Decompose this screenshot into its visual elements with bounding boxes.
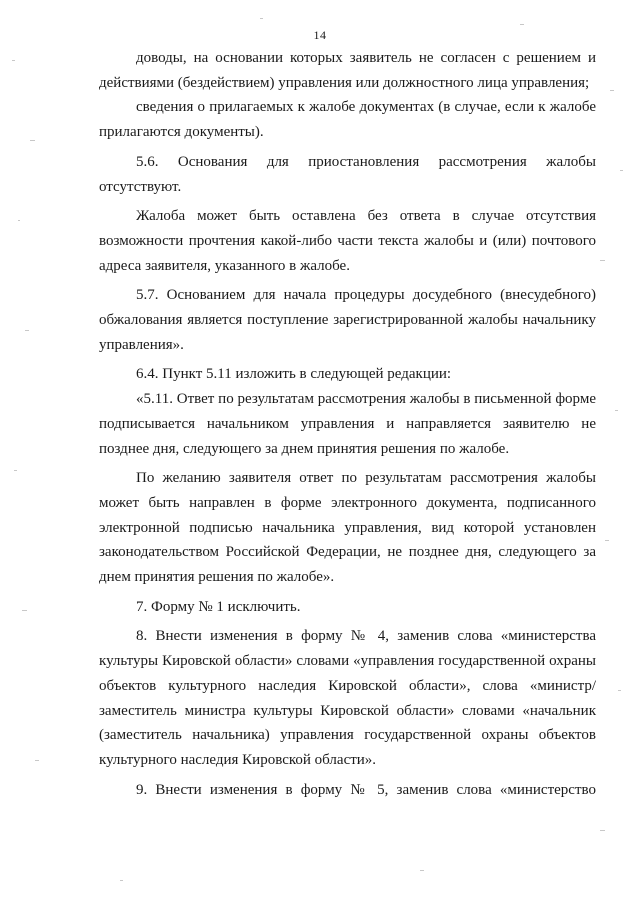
paragraph-7: 7. Форму № 1 исключить. [136,598,301,615]
document-body [99,46,596,802]
paragraph-grounds-of-disagreement: доводы, на основании которых заявитель не согласен с решением и действиями (бездействием) управления или должностного лица управления; [99,50,596,91]
paragraph-9: 9. Внести изменения в форму № 5, заменив слова «министерство [136,781,596,798]
page-number: 14 [313,28,327,42]
paragraph-electronic-answer: По желанию заявителя ответ по результатам рассмотрения жалобы может быть направлен в форме электронного документа, подписанного электронной подписью начальника управления, вид которой установлен законодательством Российской Федерации, не позднее дня, следующего за днем принятия решения по жалобе». [99,470,596,586]
paragraph-5-11: «5.11. Ответ по результатам рассмотрения жалобы в письменной форме подписывается начальником управления и направляется заявителю не позднее дня, следующего за днем принятия решения по жалобе. [99,391,596,457]
paragraph-5-6: 5.6. Основания для приостановления рассмотрения жалобы отсутствуют. [99,153,596,195]
paragraph-attached-documents: сведения о прилагаемых к жалобе документах (в случае, если к жалобе прилагаются документы). [99,99,596,141]
paragraph-8: 8. Внести изменения в форму № 4, заменив слова «министерства культуры Кировской области» словами «управления государственной охраны объектов культурного наследия Кировской области», слова «министр/заместитель министра культуры Кировской области» словами «начальник (заместитель начальника) управления государственной охраны объектов культурного наследия Кировской области». [99,628,596,768]
paragraph-no-answer: Жалоба может быть оставлена без ответа в случае отсутствия возможности прочтения какой-либо части текста жалобы и (или) почтового адреса заявителя, указанного в жалобе. [99,208,596,274]
paragraph-5-7: 5.7. Основанием для начала процедуры досудебного (внесудебного) обжалования является поступление зарегистрированной жалобы начальнику управления». [99,287,596,353]
paragraph-6-4: 6.4. Пункт 5.11 изложить в следующей редакции: [136,366,452,383]
